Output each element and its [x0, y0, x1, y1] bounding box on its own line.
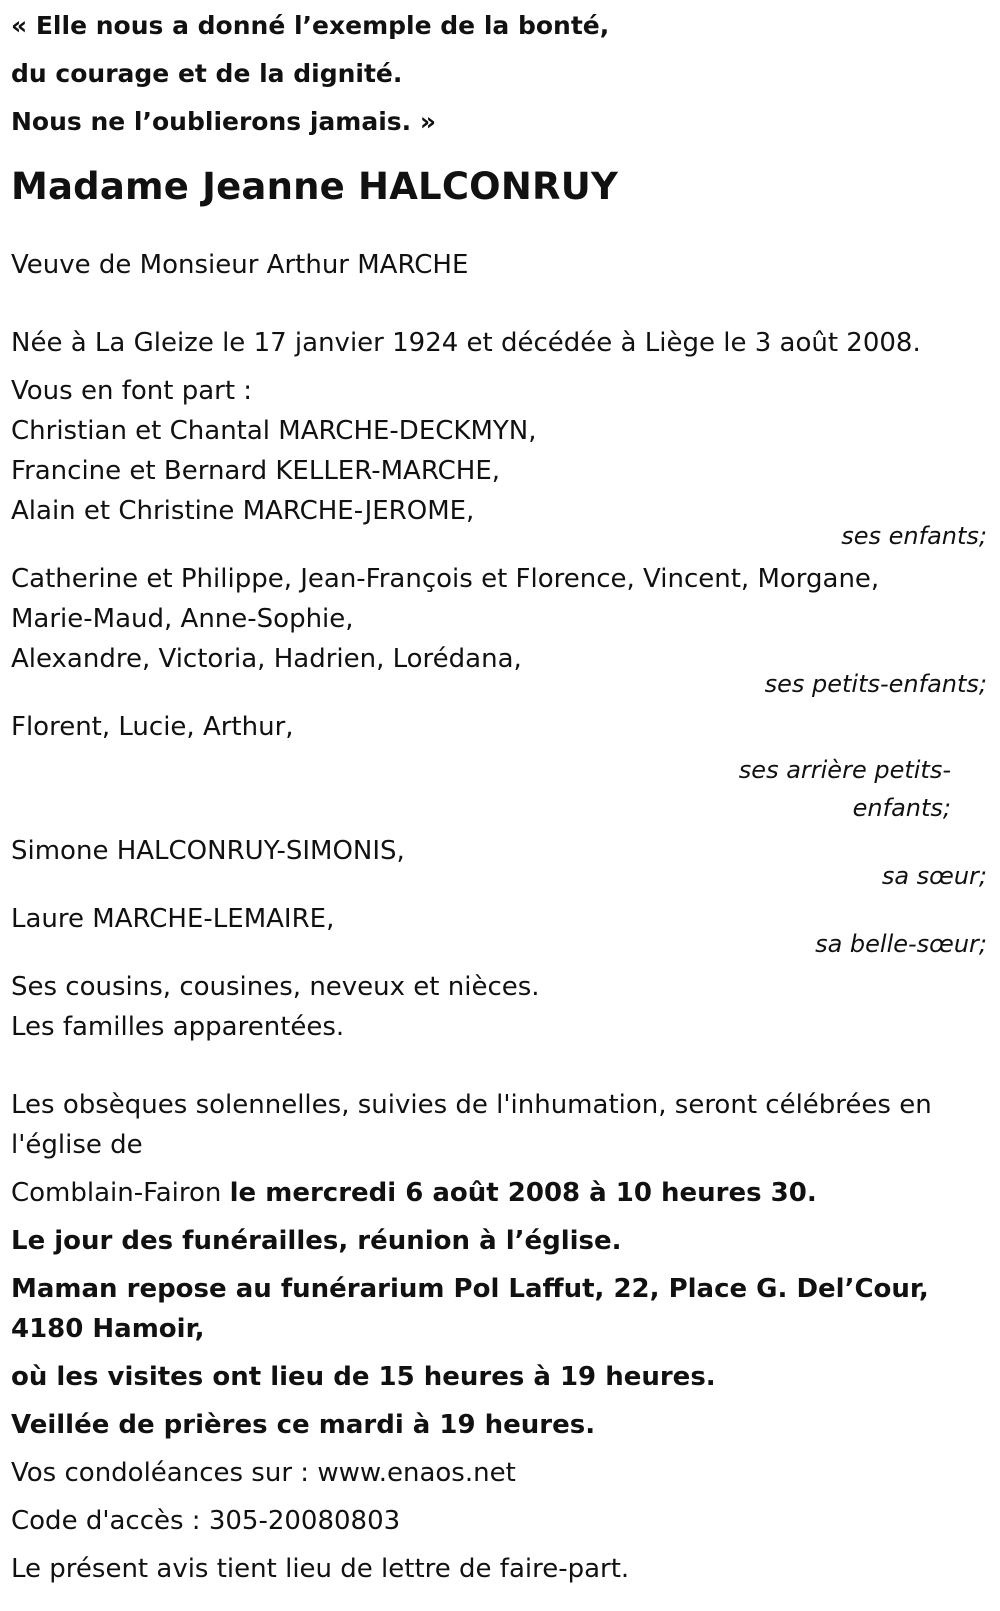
quote-line: du courage et de la dignité. [11, 59, 403, 88]
widow-of: Veuve de Monsieur Arthur MARCHE [11, 250, 469, 280]
family-role: ses arrière petits- [738, 756, 951, 784]
funeral-date-time: le mercredi 6 août 2008 à 10 heures 30. [229, 1178, 817, 1208]
funeral-place-date [11, 1173, 1000, 1213]
family-other-line: Les familles apparentées. [11, 1012, 345, 1042]
family-other-line: Ses cousins, cousines, neveux et nièces. [11, 972, 540, 1002]
family-name: Alain et Christine MARCHE-JEROME, [11, 496, 475, 526]
funeral-vigil: Veillée de prières ce mardi à 19 heures. [11, 1410, 596, 1440]
funeral-meeting: Le jour des funérailles, réunion à l’église. [11, 1226, 622, 1256]
family-name: Florent, Lucie, Arthur, [11, 712, 294, 742]
family-grandchildren [11, 559, 1000, 703]
birth-death: Née à La Gleize le 17 janvier 1924 et décédée à Liège le 3 août 2008. [11, 328, 921, 358]
family-great-grandchildren [11, 707, 1000, 827]
obituary-page [0, 2, 1000, 1611]
notice-text: Le présent avis tient lieu de lettre de faire-part. [11, 1554, 630, 1584]
quote-line: « Elle nous a donné l’exemple de la bonté, [11, 11, 610, 40]
family-role: ses petits-enfants; [764, 670, 987, 698]
family-name: Christian et Chantal MARCHE-DECKMYN, [11, 416, 537, 446]
epigraph-quote [11, 2, 1000, 146]
funeral-visits: où les visites ont lieu de 15 heures à 19 heures. [11, 1362, 716, 1392]
access-code: Code d'accès : 305-20080803 [11, 1506, 401, 1536]
family-name: Marie-Maud, Anne-Sophie, [11, 604, 354, 634]
family-name: Alexandre, Victoria, Hadrien, Lorédana, [11, 644, 522, 674]
funeral-details [11, 1085, 1000, 1589]
family-name: Simone HALCONRUY-SIMONIS, [11, 836, 405, 866]
funeral-intro: Les obsèques solennelles, suivies de l'inhumation, seront célébrées en l'église de [11, 1090, 932, 1160]
quote-line: Nous ne l’oublierons jamais. » [11, 107, 437, 136]
family-role: enfants; [852, 794, 951, 822]
family-role: sa sœur; [881, 862, 987, 890]
family-sister [11, 831, 1000, 895]
deceased-name: Madame Jeanne HALCONRUY [11, 165, 618, 208]
family-others [11, 967, 1000, 1047]
funeral-place: Comblain-Fairon [11, 1178, 222, 1208]
family-sister-in-law [11, 899, 1000, 963]
family-role: ses enfants; [841, 522, 987, 550]
family-children [11, 411, 1000, 555]
family-name: Francine et Bernard KELLER-MARCHE, [11, 456, 501, 486]
family-name: Catherine et Philippe, Jean-François et Florence, Vincent, Morgane, [11, 564, 880, 594]
family-role: sa belle-sœur; [815, 930, 987, 958]
family-name: Laure MARCHE-LEMAIRE, [11, 904, 335, 934]
funeral-rest: Maman repose au funérarium Pol Laffut, 22, Place G. Del’Cour, 4180 Hamoir, [11, 1274, 929, 1344]
condolences: Vos condoléances sur : www.enaos.net [11, 1458, 516, 1488]
intro-text: Vous en font part : [11, 376, 253, 406]
